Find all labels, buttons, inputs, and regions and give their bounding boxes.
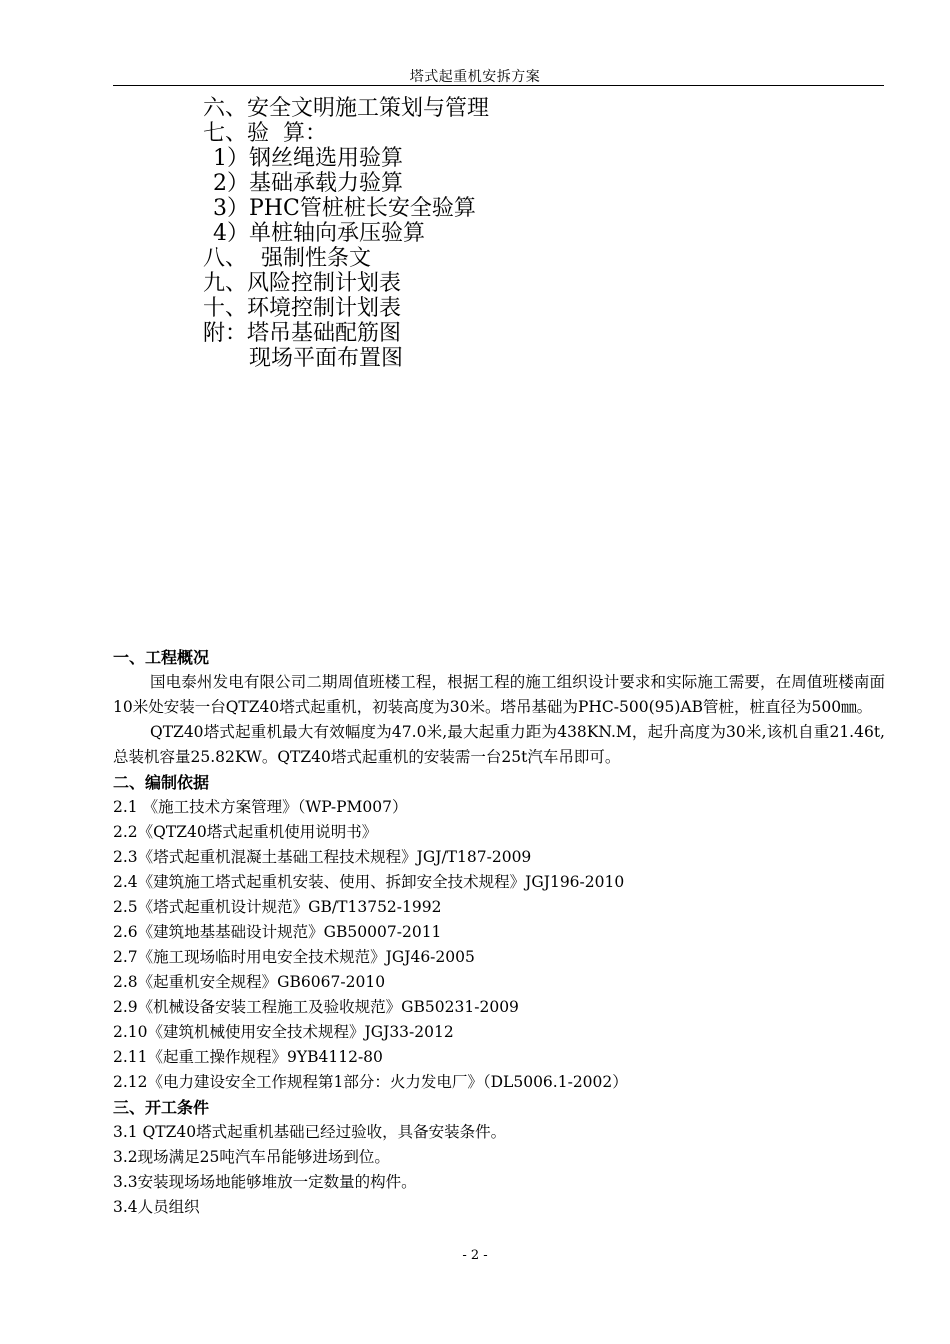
toc-item: 九、风险控制计划表 [203, 271, 402, 296]
toc-subitem: 2）基础承载力验算 [213, 171, 403, 196]
reference-item: 2.2《QTZ40塔式起重机使用说明书》 [113, 823, 378, 841]
header-title: 塔式起重机安拆方案 [409, 69, 541, 85]
toc-item: 七、验 算： [203, 121, 327, 146]
reference-item: 2.1 《施工技术方案管理》（WP-PM007） [113, 798, 408, 816]
reference-item: 2.8《起重机安全规程》GB6067-2010 [113, 973, 386, 991]
condition-item: 3.4人员组织 [113, 1198, 200, 1216]
reference-item: 2.7《施工现场临时用电安全技术规范》JGJ46-2005 [113, 948, 475, 966]
section-heading-conditions: 三、开工条件 [113, 1098, 210, 1117]
header-rule [113, 85, 884, 86]
section-heading-basis: 二、编制依据 [113, 773, 210, 792]
toc-item: 八、 强制性条文 [203, 246, 371, 271]
reference-item: 2.4《建筑施工塔式起重机安装、使用、拆卸安全技术规程》JGJ196-2010 [113, 873, 625, 891]
reference-item: 2.6《建筑地基基础设计规范》GB50007-2011 [113, 923, 442, 941]
overview-paragraph: QTZ40塔式起重机最大有效幅度为47.0米,最大起重力距为438KN.M，起升高度为30米,该机自重21.46t,总装机容量25.82KW。QTZ40塔式起重机的安装需一台25t汽车吊即可。 [113, 723, 885, 766]
toc-item: 十、环境控制计划表 [203, 296, 402, 321]
condition-item: 3.3安装现场场地能够堆放一定数量的构件。 [113, 1173, 417, 1191]
condition-item: 3.2现场满足25吨汽车吊能够进场到位。 [113, 1148, 390, 1166]
toc-subitem: 4）单桩轴向承压验算 [213, 221, 425, 246]
condition-item: 3.1 QTZ40塔式起重机基础已经过验收，具备安装条件。 [113, 1123, 507, 1141]
overview-paragraph: 国电泰州发电有限公司二期周值班楼工程，根据工程的施工组织设计要求和实际施工需要，在周值班楼南面10米处安装一台QTZ40塔式起重机，初装高度为30米。塔吊基础为PHC-500(95)AB管桩，桩直径为500㎜。 [113, 673, 885, 716]
toc-item: 附：塔吊基础配筋图 [203, 321, 402, 346]
document-body [113, 645, 885, 1220]
toc-subitem: 1）钢丝绳选用验算 [213, 146, 403, 171]
toc-item-continued: 现场平面布置图 [249, 346, 404, 371]
reference-item: 2.11《起重工操作规程》9YB4112-80 [113, 1048, 383, 1066]
reference-item: 2.9《机械设备安装工程施工及验收规范》GB50231-2009 [113, 998, 519, 1016]
toc-item: 六、安全文明施工策划与管理 [203, 96, 490, 121]
page-number: - 2 - [462, 1248, 488, 1263]
reference-item: 2.3《塔式起重机混凝土基础工程技术规程》JGJ/T187-2009 [113, 848, 532, 866]
toc-subitem: 3）PHC管桩桩长安全验算 [213, 196, 476, 221]
reference-item: 2.5《塔式起重机设计规范》GB/T13752-1992 [113, 898, 442, 916]
section-heading-overview: 一、工程概况 [113, 648, 210, 667]
table-of-contents [203, 96, 489, 371]
reference-item: 2.12《电力建设安全工作规程第1部分：火力发电厂》（DL5006.1-2002） [113, 1073, 628, 1091]
reference-item: 2.10《建筑机械使用安全技术规程》JGJ33-2012 [113, 1023, 454, 1041]
